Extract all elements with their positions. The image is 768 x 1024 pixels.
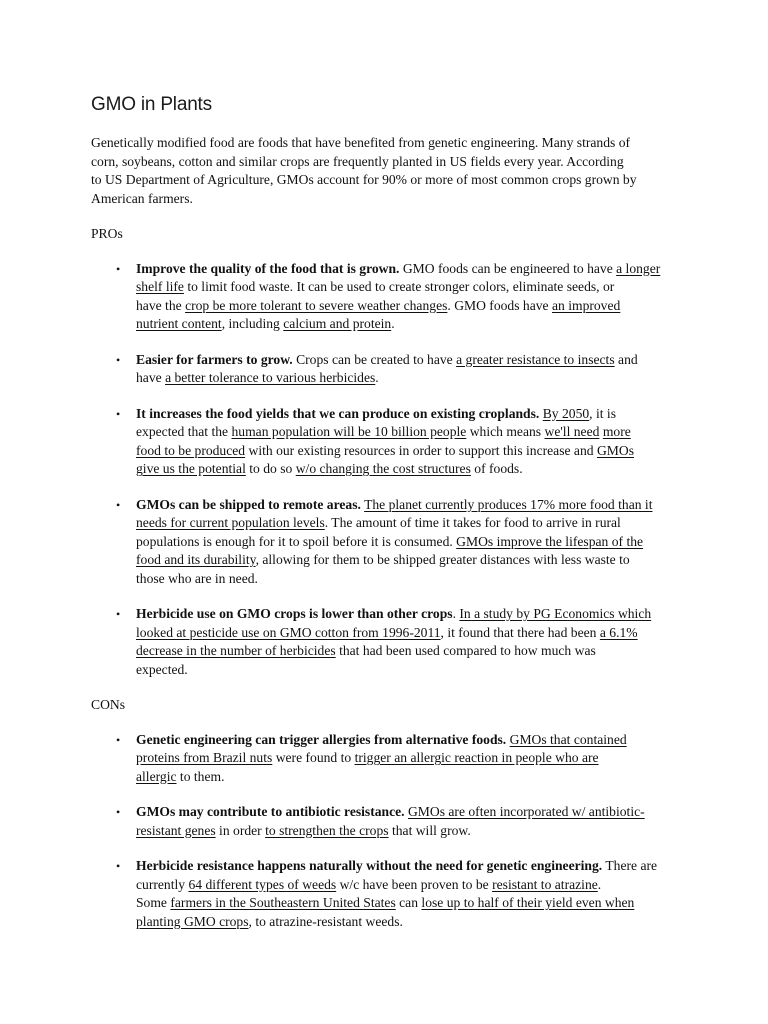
text-line: [136, 661, 688, 680]
text-run: Crops can be created to have: [292, 351, 457, 367]
bullet-icon: •: [116, 261, 121, 276]
underlined-text: nutrient content: [136, 316, 222, 331]
bullet-text: [136, 857, 688, 931]
text-run: .: [375, 370, 379, 385]
underlined-text: resistant genes: [136, 822, 216, 838]
text-run: to them.: [176, 768, 225, 784]
underlined-text: shelf life: [136, 279, 184, 294]
text-line: [136, 876, 688, 895]
text-run: Genetically modified food are foods that have benefited from genetic engineering. Many strands of: [91, 135, 631, 150]
text-run: of foods.: [470, 461, 523, 476]
text-run: in order: [215, 822, 266, 838]
text-run: There are: [602, 858, 658, 873]
bullet-text: [136, 731, 688, 787]
bold-lead-text: Improve the quality of the food that is grown.: [136, 260, 400, 276]
underlined-text: trigger an allergic reaction in people who are: [354, 750, 599, 765]
underlined-text: farmers in the Southeastern United States: [170, 895, 396, 910]
pros-list: [91, 260, 688, 680]
underlined-text: to strengthen the crops: [265, 822, 389, 838]
text-run: .: [391, 316, 395, 331]
text-line: [136, 749, 688, 768]
bullet-item: [91, 731, 688, 787]
text-line: [136, 496, 688, 515]
text-run: and: [614, 351, 638, 367]
bullet-item: [91, 351, 688, 388]
bullet-icon: •: [116, 859, 121, 873]
bullet-item: [91, 605, 688, 679]
text-line: [91, 190, 688, 209]
underlined-text: planting GMO crops: [136, 913, 249, 929]
underlined-text: we'll need: [544, 424, 600, 439]
underlined-text: give us the potential: [136, 461, 246, 476]
bullet-item: [91, 260, 688, 334]
text-run: have: [136, 370, 166, 385]
text-run: GMO foods can be engineered to have: [399, 260, 617, 276]
text-line: [136, 768, 688, 787]
underlined-text: resistant to atrazine: [492, 876, 598, 892]
text-line: [136, 642, 688, 661]
bullet-text: [136, 803, 688, 840]
text-run: which means: [466, 424, 545, 439]
bullet-icon: •: [116, 732, 121, 747]
bold-lead-text: GMOs may contribute to antibiotic resistance.: [136, 804, 405, 819]
underlined-text: an improved: [551, 297, 621, 313]
text-line: [136, 803, 688, 822]
text-run: . The amount of time it takes for food to arrive in rural: [324, 515, 621, 530]
text-run: . GMO foods have: [447, 297, 552, 313]
text-run: have the: [136, 297, 186, 313]
text-line: [136, 857, 688, 876]
underlined-text: more: [602, 424, 631, 439]
document-title: GMO in Plants: [91, 94, 212, 115]
underlined-text: GMOs: [596, 442, 634, 458]
bold-lead-text: Easier for farmers to grow.: [136, 351, 293, 367]
underlined-text: food and its durability: [136, 552, 256, 567]
bold-lead-text: Herbicide resistance happens naturally without the need for genetic engineering.: [136, 858, 603, 873]
text-line: [136, 605, 688, 624]
bullet-item: [91, 405, 688, 479]
text-line: [136, 369, 688, 388]
text-run: to limit food waste. It can be used to create stronger colors, eliminate seeds, or: [183, 279, 615, 294]
underlined-text: a greater resistance to insects: [456, 351, 615, 367]
underlined-text: needs for current population levels: [136, 515, 325, 530]
cons-heading: CONs: [91, 697, 125, 712]
text-line: [136, 624, 688, 643]
underlined-text: w/o changing the cost structures: [295, 461, 471, 476]
text-line: [136, 894, 688, 913]
text-run: Some: [136, 895, 171, 910]
underlined-text: a longer: [616, 260, 661, 276]
text-line: [136, 533, 688, 552]
text-run: corn, soybeans, cotton and similar crops are frequently planted in US fields every year. According: [91, 153, 624, 169]
underlined-text: The planet currently produces 17% more food than it: [364, 496, 653, 512]
underlined-text: decrease in the number of herbicides: [136, 643, 336, 658]
bullet-item: [91, 496, 688, 589]
bullet-icon: •: [116, 497, 121, 512]
underlined-text: looked at pesticide use on GMO cotton from 1996-2011: [136, 624, 441, 640]
text-run: those who are in need.: [136, 570, 258, 586]
text-run: American farmers.: [91, 190, 193, 206]
bullet-icon: •: [116, 805, 121, 819]
text-run: to do so: [245, 461, 296, 476]
bullet-item: [91, 857, 688, 931]
underlined-text: By 2050: [542, 405, 590, 421]
pros-heading: PROs: [91, 226, 123, 241]
text-run: that will grow.: [388, 822, 471, 838]
underlined-text: a better tolerance to various herbicides: [165, 370, 376, 385]
text-line: [136, 460, 688, 479]
text-line: [91, 134, 688, 153]
text-line: [136, 351, 688, 370]
text-line: [136, 822, 688, 841]
text-run: were found to: [272, 750, 355, 765]
text-run: .: [597, 876, 602, 892]
text-line: [136, 278, 688, 297]
intro-paragraph: [91, 134, 688, 208]
text-line: [136, 260, 688, 279]
text-run: .: [452, 606, 460, 621]
text-run: can: [395, 895, 422, 910]
bullet-text: [136, 605, 688, 679]
text-line: [91, 153, 688, 172]
text-line: [91, 171, 688, 190]
text-run: , to atrazine-resistant weeds.: [248, 913, 403, 929]
text-run: expected that the: [136, 424, 232, 439]
text-line: [136, 551, 688, 570]
bold-lead-text: GMOs can be shipped to remote areas.: [136, 496, 361, 512]
bullet-text: [136, 351, 688, 388]
bold-lead-text: Genetic engineering can trigger allergies from alternative foods.: [136, 731, 507, 747]
bold-lead-text: Herbicide use on GMO crops is lower than other crops: [136, 606, 453, 621]
text-line: [136, 315, 688, 334]
underlined-text: human population will be 10 billion people: [231, 424, 467, 439]
text-line: [136, 423, 688, 442]
bold-lead-text: It increases the food yields that we can produce on existing croplands.: [136, 405, 540, 421]
text-line: [136, 442, 688, 461]
underlined-text: a 6.1%: [599, 624, 638, 640]
bullet-text: [136, 496, 688, 589]
underlined-text: crop be more tolerant to severe weather changes: [185, 297, 448, 313]
bullet-text: [136, 260, 688, 334]
underlined-text: calcium and protein: [283, 316, 392, 331]
text-line: [136, 570, 688, 589]
text-run: expected.: [136, 661, 188, 677]
cons-list: [91, 731, 688, 932]
text-run: that had been used compared to how much was: [335, 643, 596, 658]
bullet-icon: •: [116, 352, 121, 367]
text-run: , including: [221, 316, 284, 331]
text-run: w/c have been proven to be: [336, 876, 493, 892]
underlined-text: GMOs are often incorporated w/ antibiotic-: [407, 804, 645, 819]
bullet-item: [91, 803, 688, 840]
underlined-text: lose up to half of their yield even when: [421, 895, 635, 910]
underlined-text: 64 different types of weeds: [188, 876, 337, 892]
text-run: populations is enough for it to spoil before it is consumed.: [136, 533, 457, 549]
underlined-text: In a study by PG Economics which: [459, 606, 652, 621]
text-line: [136, 731, 688, 750]
underlined-text: proteins from Brazil nuts: [136, 750, 273, 765]
underlined-text: allergic: [136, 768, 177, 784]
text-run: to US Department of Agriculture, GMOs account for 90% or more of most common crops grown by: [91, 172, 637, 187]
underlined-text: food to be produced: [136, 442, 246, 458]
bullet-icon: •: [116, 406, 121, 421]
underlined-text: GMOs that contained: [509, 731, 627, 747]
bullet-icon: •: [116, 607, 121, 621]
text-run: , it is: [589, 405, 616, 421]
text-line: [136, 913, 688, 932]
text-run: with our existing resources in order to support this increase and: [245, 442, 597, 458]
text-line: [136, 297, 688, 316]
text-run: , it found that there had been: [440, 624, 600, 640]
text-line: [136, 514, 688, 533]
bullet-text: [136, 405, 688, 479]
text-run: , allowing for them to be shipped greater distances with less waste to: [255, 552, 630, 567]
text-line: [136, 405, 688, 424]
underlined-text: GMOs improve the lifespan of the: [456, 533, 644, 549]
text-run: currently: [136, 876, 189, 892]
